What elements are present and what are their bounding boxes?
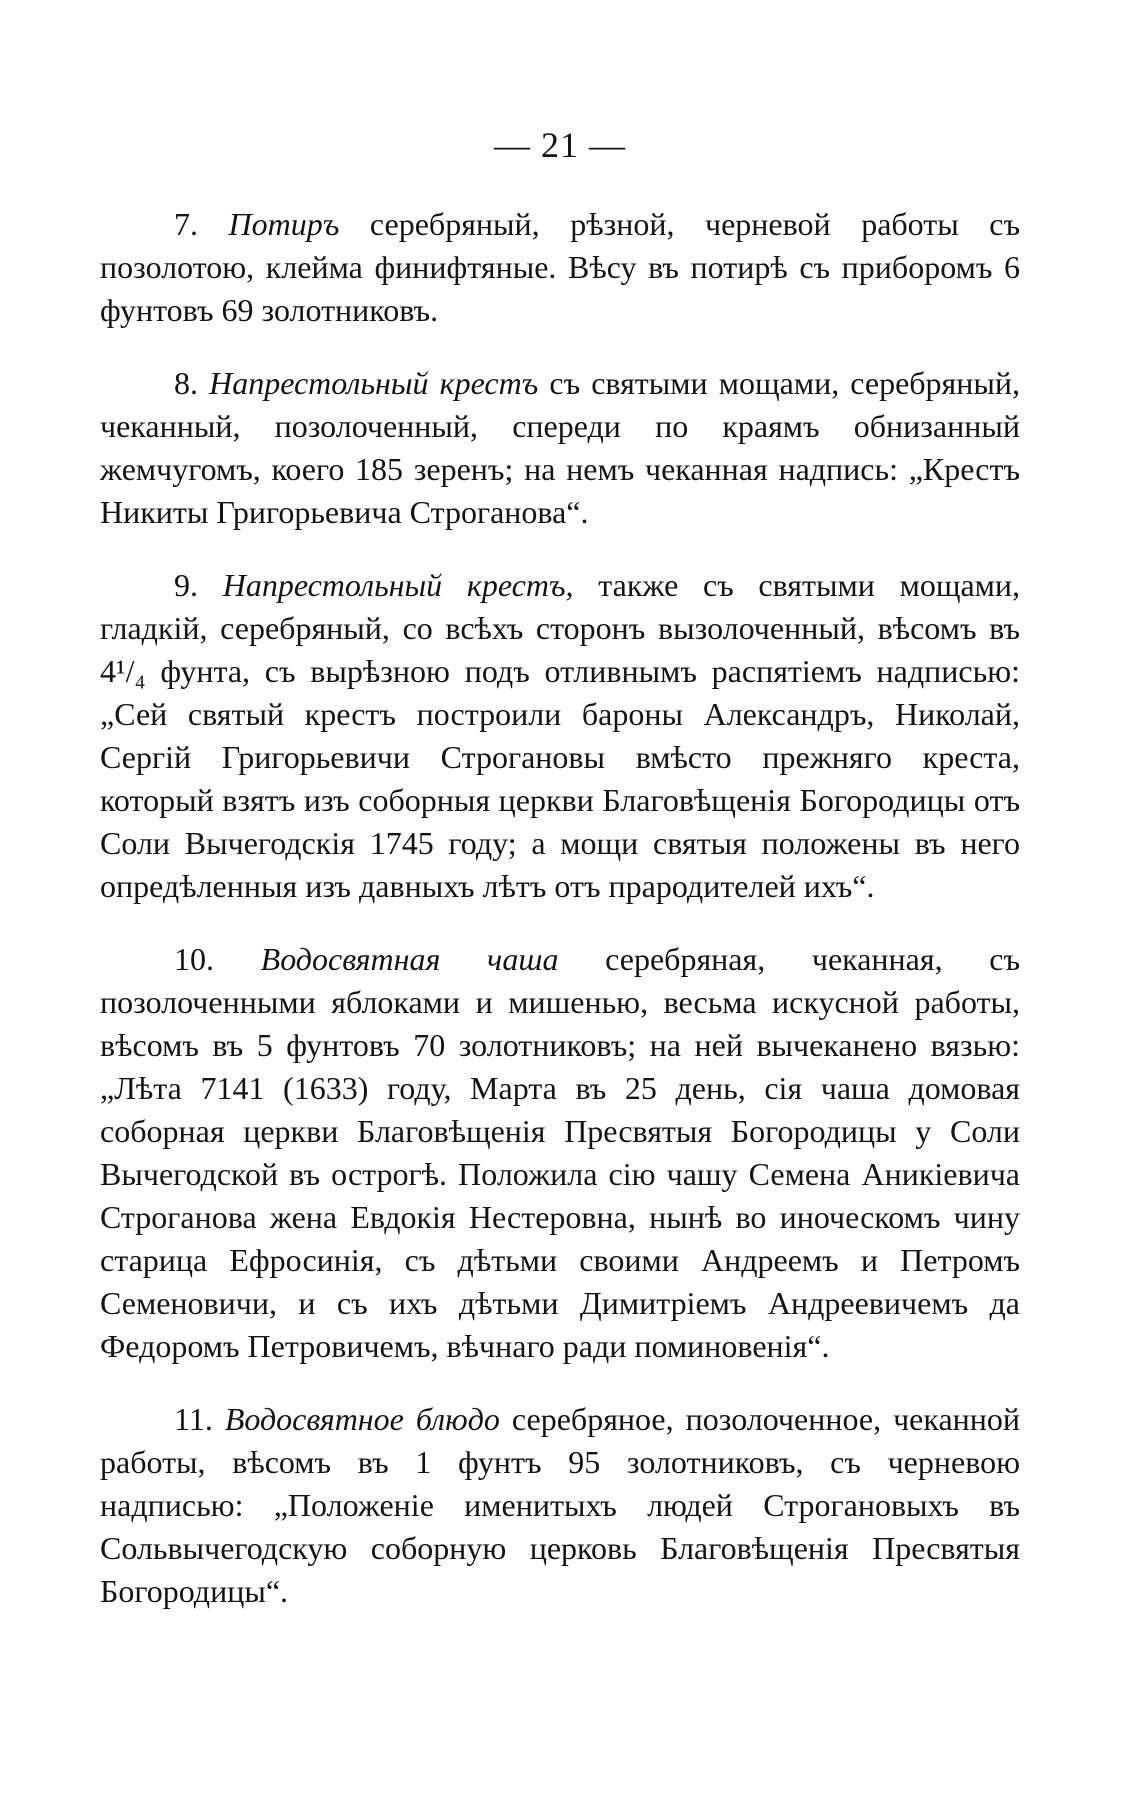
entry-description: серебряный, рѣзной, черневой работы съ позолотою, клейма финифтяные. Вѣсу въ потирѣ съ приборомъ 6 фунтовъ 69 золотниковъ. [100,206,1021,328]
entry-paragraph [100,1398,1020,1613]
entry-number: 8. [174,365,198,401]
entry-paragraph [100,938,1020,1368]
entry-number: 7. [174,206,198,242]
entry-item-name: Потиръ [228,206,340,242]
entry-paragraph [100,564,1020,908]
entry-paragraph [100,203,1020,332]
entry-item-name: Напрестольный крестъ [209,365,539,401]
inventory-entry-9 [100,564,1020,908]
inventory-entry-11 [100,1398,1020,1613]
entry-description: также съ святыми мощами, гладкій, серебряный, со всѣхъ сторонъ вызолоченный, вѣсомъ въ 4¹/₄ фунта, съ вырѣзною подъ отливнымъ распятіемъ надписью: „Сей святый крестъ построили бароны Александръ, Николай, Сергій Григорьевичи Строгановы вмѣсто прежняго креста, который взятъ изъ соборныя церкви Благовѣщенія Богородицы отъ Соли Вычегодскія 1745 году; а мощи святыя положены въ него опредѣленныя изъ давныхъ лѣтъ отъ прародителей ихъ“. [100,567,1021,904]
entry-description: съ святыми мощами, серебряный, чеканный, позолоченный, спереди по краямъ обнизанный жемчугомъ, коего 185 зеренъ; на немъ чеканная надпись: „Крестъ Никиты Григорьевича Строганова“. [100,365,1021,530]
entry-paragraph [100,362,1020,534]
inventory-entry-10 [100,938,1020,1368]
page-number: — 21 — [494,125,626,165]
entry-item-name: Водосвятная чаша [260,941,559,977]
entry-description: серебряное, позолоченное, чеканной работы, вѣсомъ въ 1 фунтъ 95 золотниковъ, съ черневою надписью: „Положеніе именитыхъ людей Строгановыхъ въ Сольвычегодскую соборную церковь Благовѣщенія Пресвятыя Богородицы“. [100,1401,1021,1609]
entry-number: 10. [174,941,214,977]
inventory-entry-8 [100,362,1020,534]
entry-description: серебряная, чеканная, съ позолоченными яблоками и мишенью, весьма искусной работы, вѣсомъ въ 5 фунтовъ 70 золотниковъ; на ней вычеканено вязью: „Лѣта 7141 (1633) году, Марта въ 25 день, сія чаша домовая соборная церкви Благовѣщенія Пресвятыя Богородицы у Соли Вычегодской въ острогѣ. Положила сію чашу Семена Аникіевича Строганова жена Евдокія Нестеровна, нынѣ во иноческомъ чину старица Ефросинія, съ дѣтьми своими Андреемъ и Петромъ Семеновичи, и съ ихъ дѣтьми Димитріемъ Андреевичемъ да Федоромъ Петровичемъ, вѣчнаго ради поминовенія“. [100,941,1021,1364]
inventory-entry-7 [100,203,1020,332]
entry-item-name: Водосвятное блюдо [224,1401,500,1437]
entry-item-name: Напрестольный крестъ, [222,567,574,603]
document-page [100,125,1020,1643]
entry-number: 11. [174,1401,213,1437]
entry-number: 9. [174,567,198,603]
